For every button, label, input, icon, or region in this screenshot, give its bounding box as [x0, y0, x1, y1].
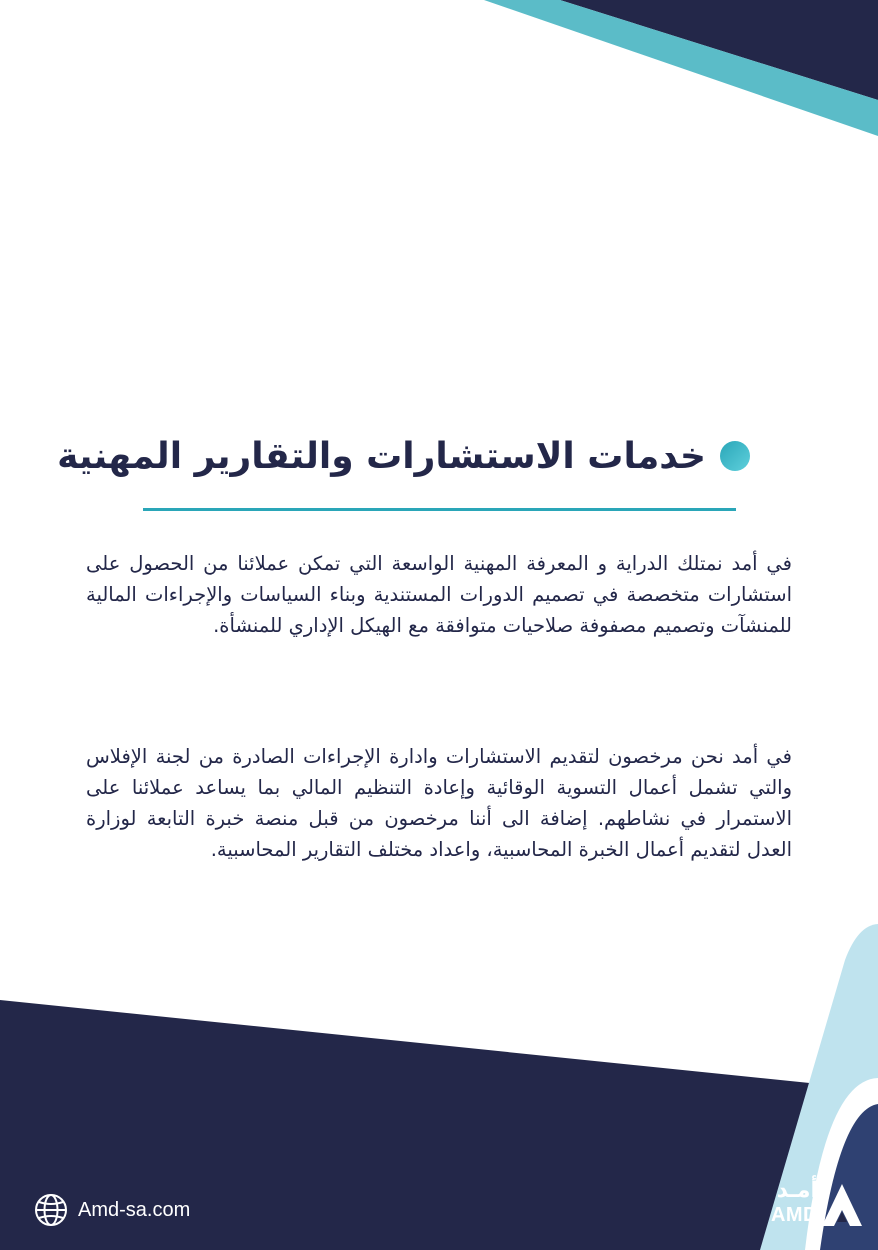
globe-icon [34, 1193, 68, 1227]
heading-bullet-icon [720, 441, 750, 471]
page-title: خدمات الاستشارات والتقارير المهنية [57, 435, 706, 477]
logo-english-text: AMD [770, 1204, 818, 1226]
logo-mark-icon [820, 1182, 864, 1228]
website-text: Amd-sa.com [78, 1198, 191, 1221]
paragraph-consulting: في أمد نمتلك الدراية و المعرفة المهنية الواسعة التي تمكن عملائنا من الحصول على استشارات متخصصة في تصميم الدورات المستندية وبناء السياسات والإجراءات المالية للمنشآت وتصميم مصفوفة صلاحيات متوافقة مع الهيكل الإداري للمنشأة. [86, 552, 792, 637]
section-heading [57, 428, 750, 484]
logo-arabic-text: أمـد [776, 1178, 818, 1203]
title-underline [143, 508, 736, 511]
website-link[interactable] [34, 1193, 190, 1227]
paragraph-licensing: في أمد نحن مرخصون لتقديم الاستشارات وادارة الإجراءات الصادرة من لجنة الإفلاس والتي تشمل أعمال التسوية الوقائية وإعادة التنظيم المالي بما يساعد عملائنا على الاستمرار في نشاطهم. إضافة الى أننا مرخصون من قبل منصة خبرة التابعة لوزارة العدل لتقديم أعمال الخبرة المحاسبية، واعداد مختلف التقارير المحاسبية. [86, 745, 792, 861]
amd-logo [754, 1178, 864, 1234]
